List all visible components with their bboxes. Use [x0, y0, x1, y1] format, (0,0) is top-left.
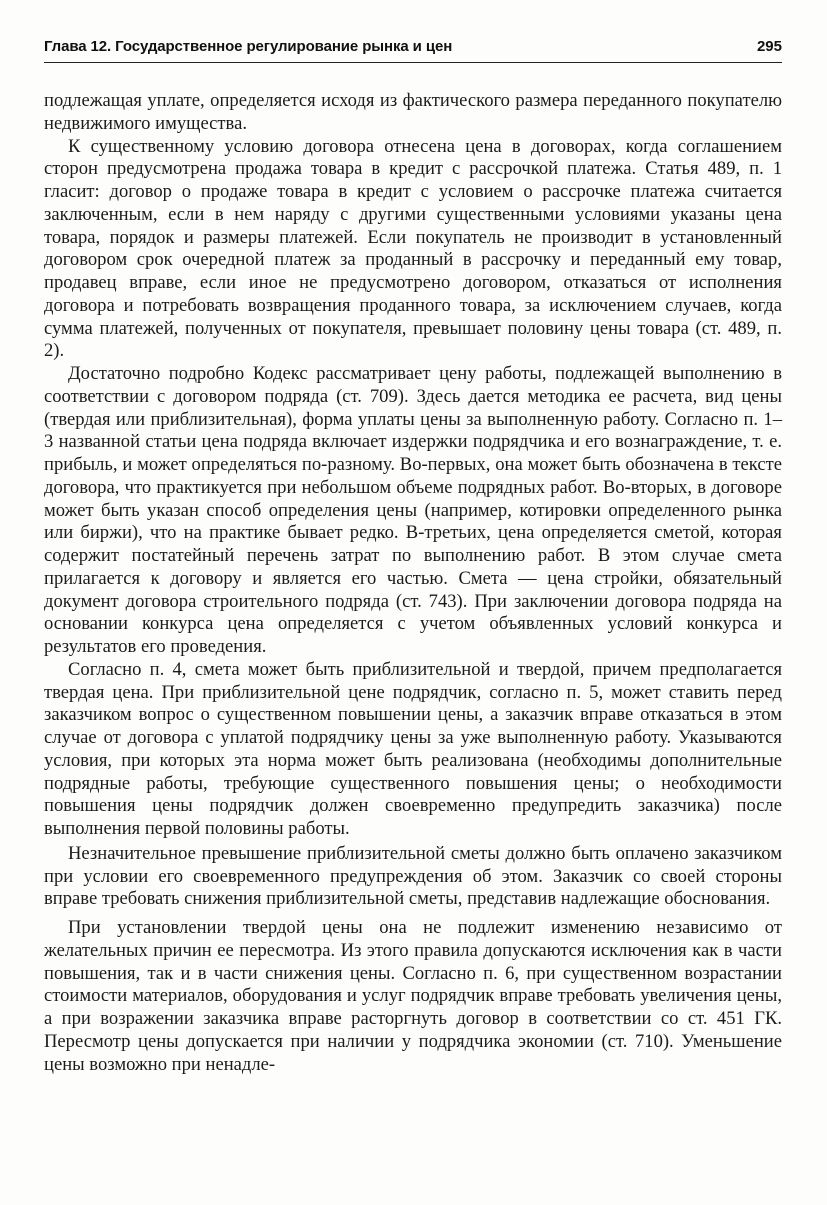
paragraph: Согласно п. 4, смета может быть приблизительной и твердой, причем предполагается твердая цена. При приблизительной цене подрядчик, согласно п. 5, может ставить перед заказчиком вопрос о существенном повышении цены, а заказчик вправе отказаться в этом случае от договора с уплатой подрядчику цены за уже выполненную работу. Указываются условия, при которых эта норма может быть реализована (необходимы дополнительные подрядные работы, требующие существенного повышения цены; о необходимости повышения цены подрядчик должен своевременно предупредить заказчика) после выполнения первой половины работы. — [44, 658, 782, 839]
main-text — [44, 90, 782, 1076]
chapter-title: Глава 12. Государственное регулирование рынка и цен — [44, 38, 453, 55]
paragraph: При установлении твердой цены она не подлежит изменению независимо от желательных причин ее пересмотра. Из этого правила допускаются исключения как в части повышения, так и в части снижения цены. Согласно п. 6, при существенном возрастании стоимости материалов, оборудования и услуг подрядчик вправе требовать увеличения цены, а при возражении заказчика вправе расторгнуть договор в соответствии со ст. 451 ГК. Пересмотр цены допускается при наличии у подрядчика экономии (ст. 710). Уменьшение цены возможно при ненадле- — [44, 917, 782, 1075]
paragraph-continuation: подлежащая уплате, определяется исходя из фактического размера переданного покупателю недвижимого имущества. — [44, 90, 782, 134]
paragraph: Незначительное превышение приблизительной сметы должно быть оплачено заказчиком при условии его своевременного предупреждения об этом. Заказчик со своей стороны вправе требовать снижения приблизительной сметы, представив надлежащие обоснования. — [44, 842, 782, 910]
paragraph: К существенному условию договора отнесена цена в договорах, когда соглашением сторон предусмотрена продажа товара в кредит с рассрочкой платежа. Статья 489, п. 1 гласит: договор о продаже товара в кредит с условием о рассрочке платежа считается заключенным, если в нем наряду с другими существенными условиями указаны цена товара, порядок и размеры платежей. Если покупатель не производит в установленный договором срок очередной платеж за проданный в рассрочку и переданный ему товар, продавец вправе, если иное не предусмотрено договором, отказаться от исполнения договора и потребовать возвращения проданного товара, за исключением случаев, когда сумма платежей, полученных от покупателя, превышает половину цены товара (ст. 489, п. 2). — [44, 135, 782, 362]
paragraph: Достаточно подробно Кодекс рассматривает цену работы, подлежащей выполнению в соответствии с договором подряда (ст. 709). Здесь дается методика ее расчета, вид цены (твердая или приблизительная), форма уплаты цены за выполненную работу. Согласно п. 1–3 названной статьи цена подряда включает издержки подрядчика и его вознаграждение, т. е. прибыль, и может определяться по-разному. Во-первых, она может быть обозначена в тексте договора, что практикуется при небольшом объеме подрядных работ. Во-вторых, в договоре может быть указан способ определения цены (например, котировки определенного рынка или биржи), что на практике бывает редко. В-третьих, цена определяется сметой, которая содержит постатейный перечень затрат по выполнению работ. В этом случае смета прилагается к договору и является его частью. Смета — цена стройки, обязательный документ договора строительного подряда (ст. 743). При заключении договора подряда на основании конкурса цена определяется с учетом объявленных условий конкурса и результатов его проведения. — [44, 363, 782, 657]
header-divider — [44, 62, 782, 63]
page-number: 295 — [756, 38, 782, 55]
running-header — [44, 37, 782, 61]
